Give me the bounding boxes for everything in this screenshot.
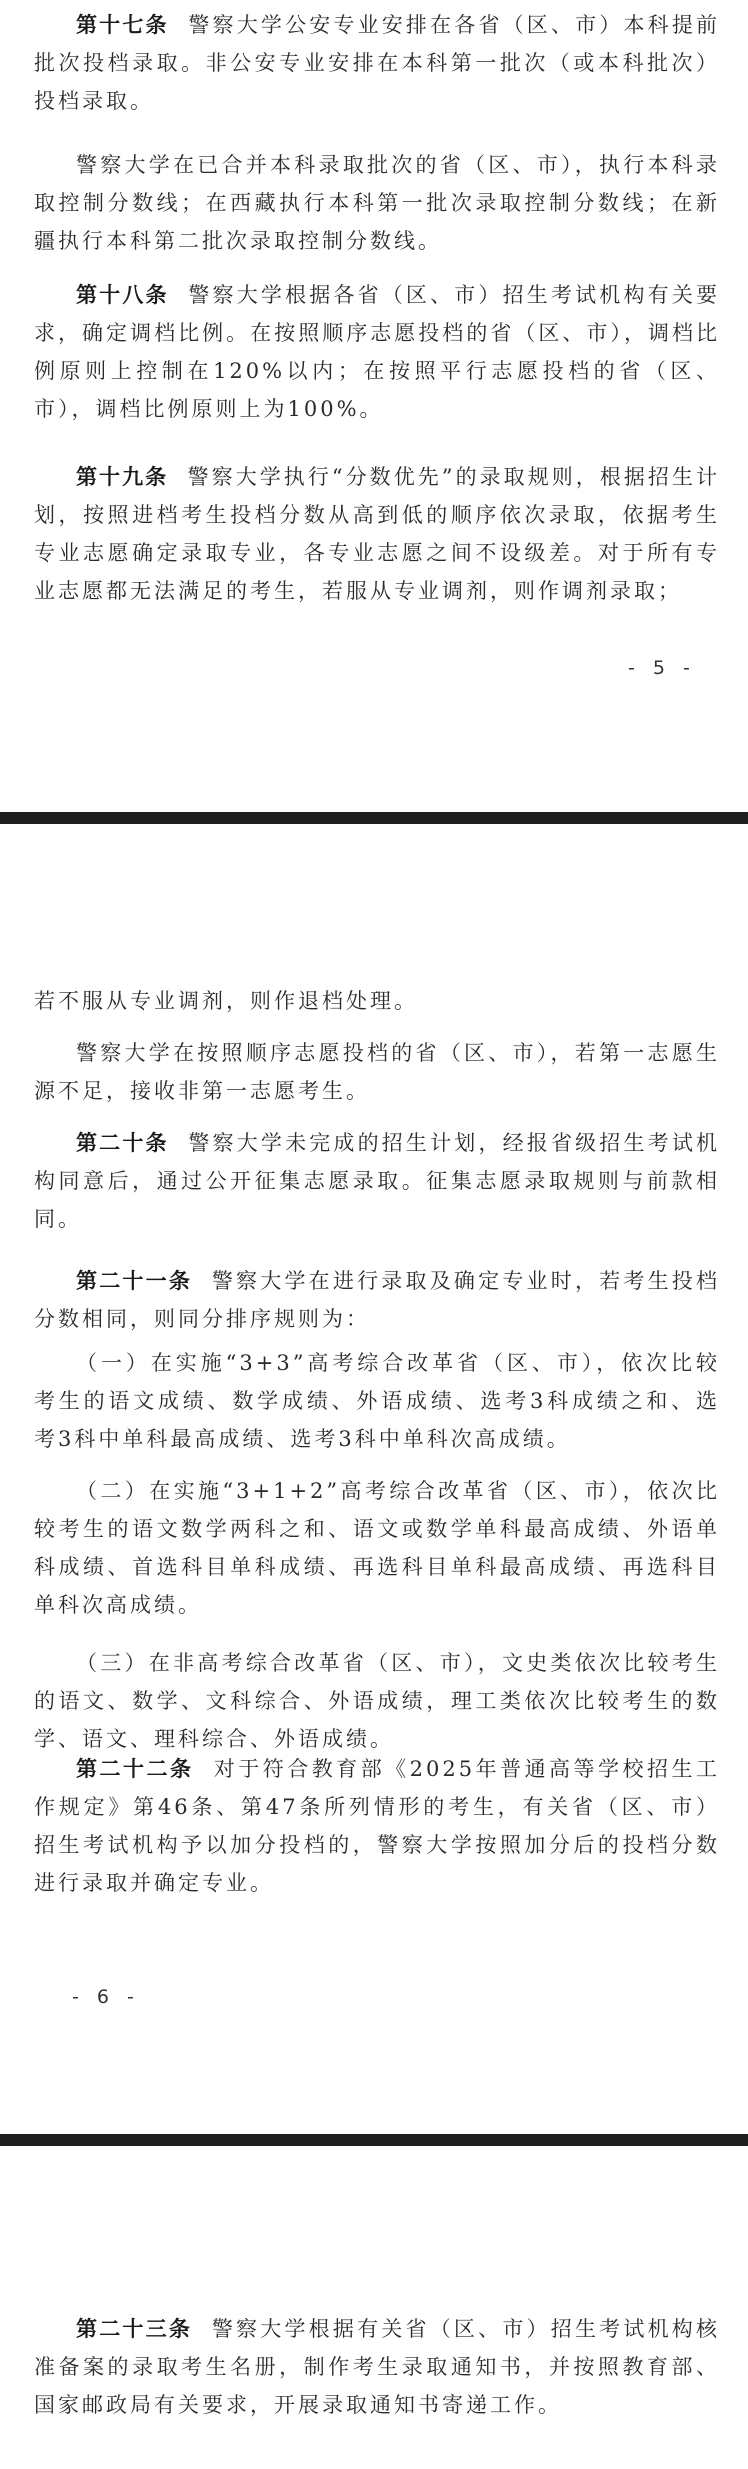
- article-18-heading: 第十八条: [76, 282, 169, 307]
- article-23: [34, 2310, 720, 2424]
- article-21-item-2: （二）在实施“3+1+2”高考综合改革省（区、市），依次比较考生的语文数学两科之和、语文或数学单科最高成绩、外语单科成绩、首选科目单科成绩、再选科目单科最高成绩、再选科目单科次高成绩。: [34, 1479, 720, 1617]
- article-21-text: 警察大学在进行录取及确定专业时，若考生投档分数相同，则同分排序规则为：: [34, 1269, 721, 1331]
- article-21-item-1: （一）在实施“3+3”高考综合改革省（区、市），依次比较考生的语文成绩、数学成绩、外语成绩、选考3科成绩之和、选考3科中单科最高成绩、选考3科中单科次高成绩。: [34, 1351, 720, 1451]
- page-6: [0, 824, 748, 2134]
- article-20-heading: 第二十条: [76, 1130, 169, 1155]
- article-21: [34, 1262, 720, 1338]
- article-23-heading: 第二十三条: [76, 2316, 193, 2341]
- page-5: [0, 0, 748, 812]
- article-19: [34, 458, 720, 610]
- article-19-paragraph-2: 警察大学在按照顺序志愿投档的省（区、市），若第一志愿生源不足，接收非第一志愿考生。: [34, 1041, 720, 1103]
- article-23-text: 警察大学根据有关省（区、市）招生考试机构核准备案的录取考生名册，制作考生录取通知书，并按照教育部、国家邮政局有关要求，开展录取通知书寄递工作。: [34, 2317, 721, 2417]
- article-17-text: 警察大学公安专业安排在各省（区、市）本科提前批次投档录取。非公安专业安排在本科第一批次（或本科批次）投档录取。: [34, 13, 720, 113]
- article-21-heading: 第二十一条: [76, 1268, 193, 1293]
- article-22-text: 对于符合教育部《2025年普通高等学校招生工作规定》第46条、第47条所列情形的考生，有关省（区、市）招生考试机构予以加分投档的，警察大学按照加分后的投档分数进行录取并确定专业。: [34, 1757, 720, 1895]
- article-19-text: 警察大学执行“分数优先”的录取规则，根据招生计划，按照进档考生投档分数从高到低的顺序依次录取，依据考生专业志愿确定录取专业，各专业志愿之间不设级差。对于所有专业志愿都无法满足的考生，若服从专业调剂，则作调剂录取；: [34, 465, 720, 603]
- article-22: [34, 1750, 720, 1902]
- article-18-text: 警察大学根据各省（区、市）招生考试机构有关要求，确定调档比例。在按照顺序志愿投档的省（区、市），调档比例原则上控制在120%以内；在按照平行志愿投档的省（区、市），调档比例原则上为100%。: [34, 283, 720, 421]
- article-17: [34, 6, 720, 120]
- article-20-text: 警察大学未完成的招生计划，经报省级招生考试机构同意后，通过公开征集志愿录取。征集志愿录取规则与前款相同。: [34, 1131, 720, 1231]
- article-22-heading: 第二十二条: [76, 1756, 194, 1781]
- article-21-item-3: （三）在非高考综合改革省（区、市），文史类依次比较考生的语文、数学、文科综合、外语成绩，理工类依次比较考生的数学、语文、理科综合、外语成绩。: [34, 1651, 720, 1751]
- article-19-continued: 若不服从专业调剂，则作退档处理。: [34, 989, 418, 1013]
- page-number-5: - 5 -: [628, 657, 696, 679]
- article-17-heading: 第十七条: [76, 12, 169, 37]
- article-19-heading: 第十九条: [76, 464, 169, 489]
- page-number-6: - 6 -: [72, 1986, 140, 2008]
- page-separator: [0, 812, 748, 824]
- article-17-paragraph-2: 警察大学在已合并本科录取批次的省（区、市），执行本科录取控制分数线；在西藏执行本科第一批次录取控制分数线；在新疆执行本科第二批次录取控制分数线。: [34, 153, 720, 253]
- article-20: [34, 1124, 720, 1238]
- page-7: [0, 2146, 748, 2469]
- article-18: [34, 276, 720, 428]
- page-separator: [0, 2134, 748, 2146]
